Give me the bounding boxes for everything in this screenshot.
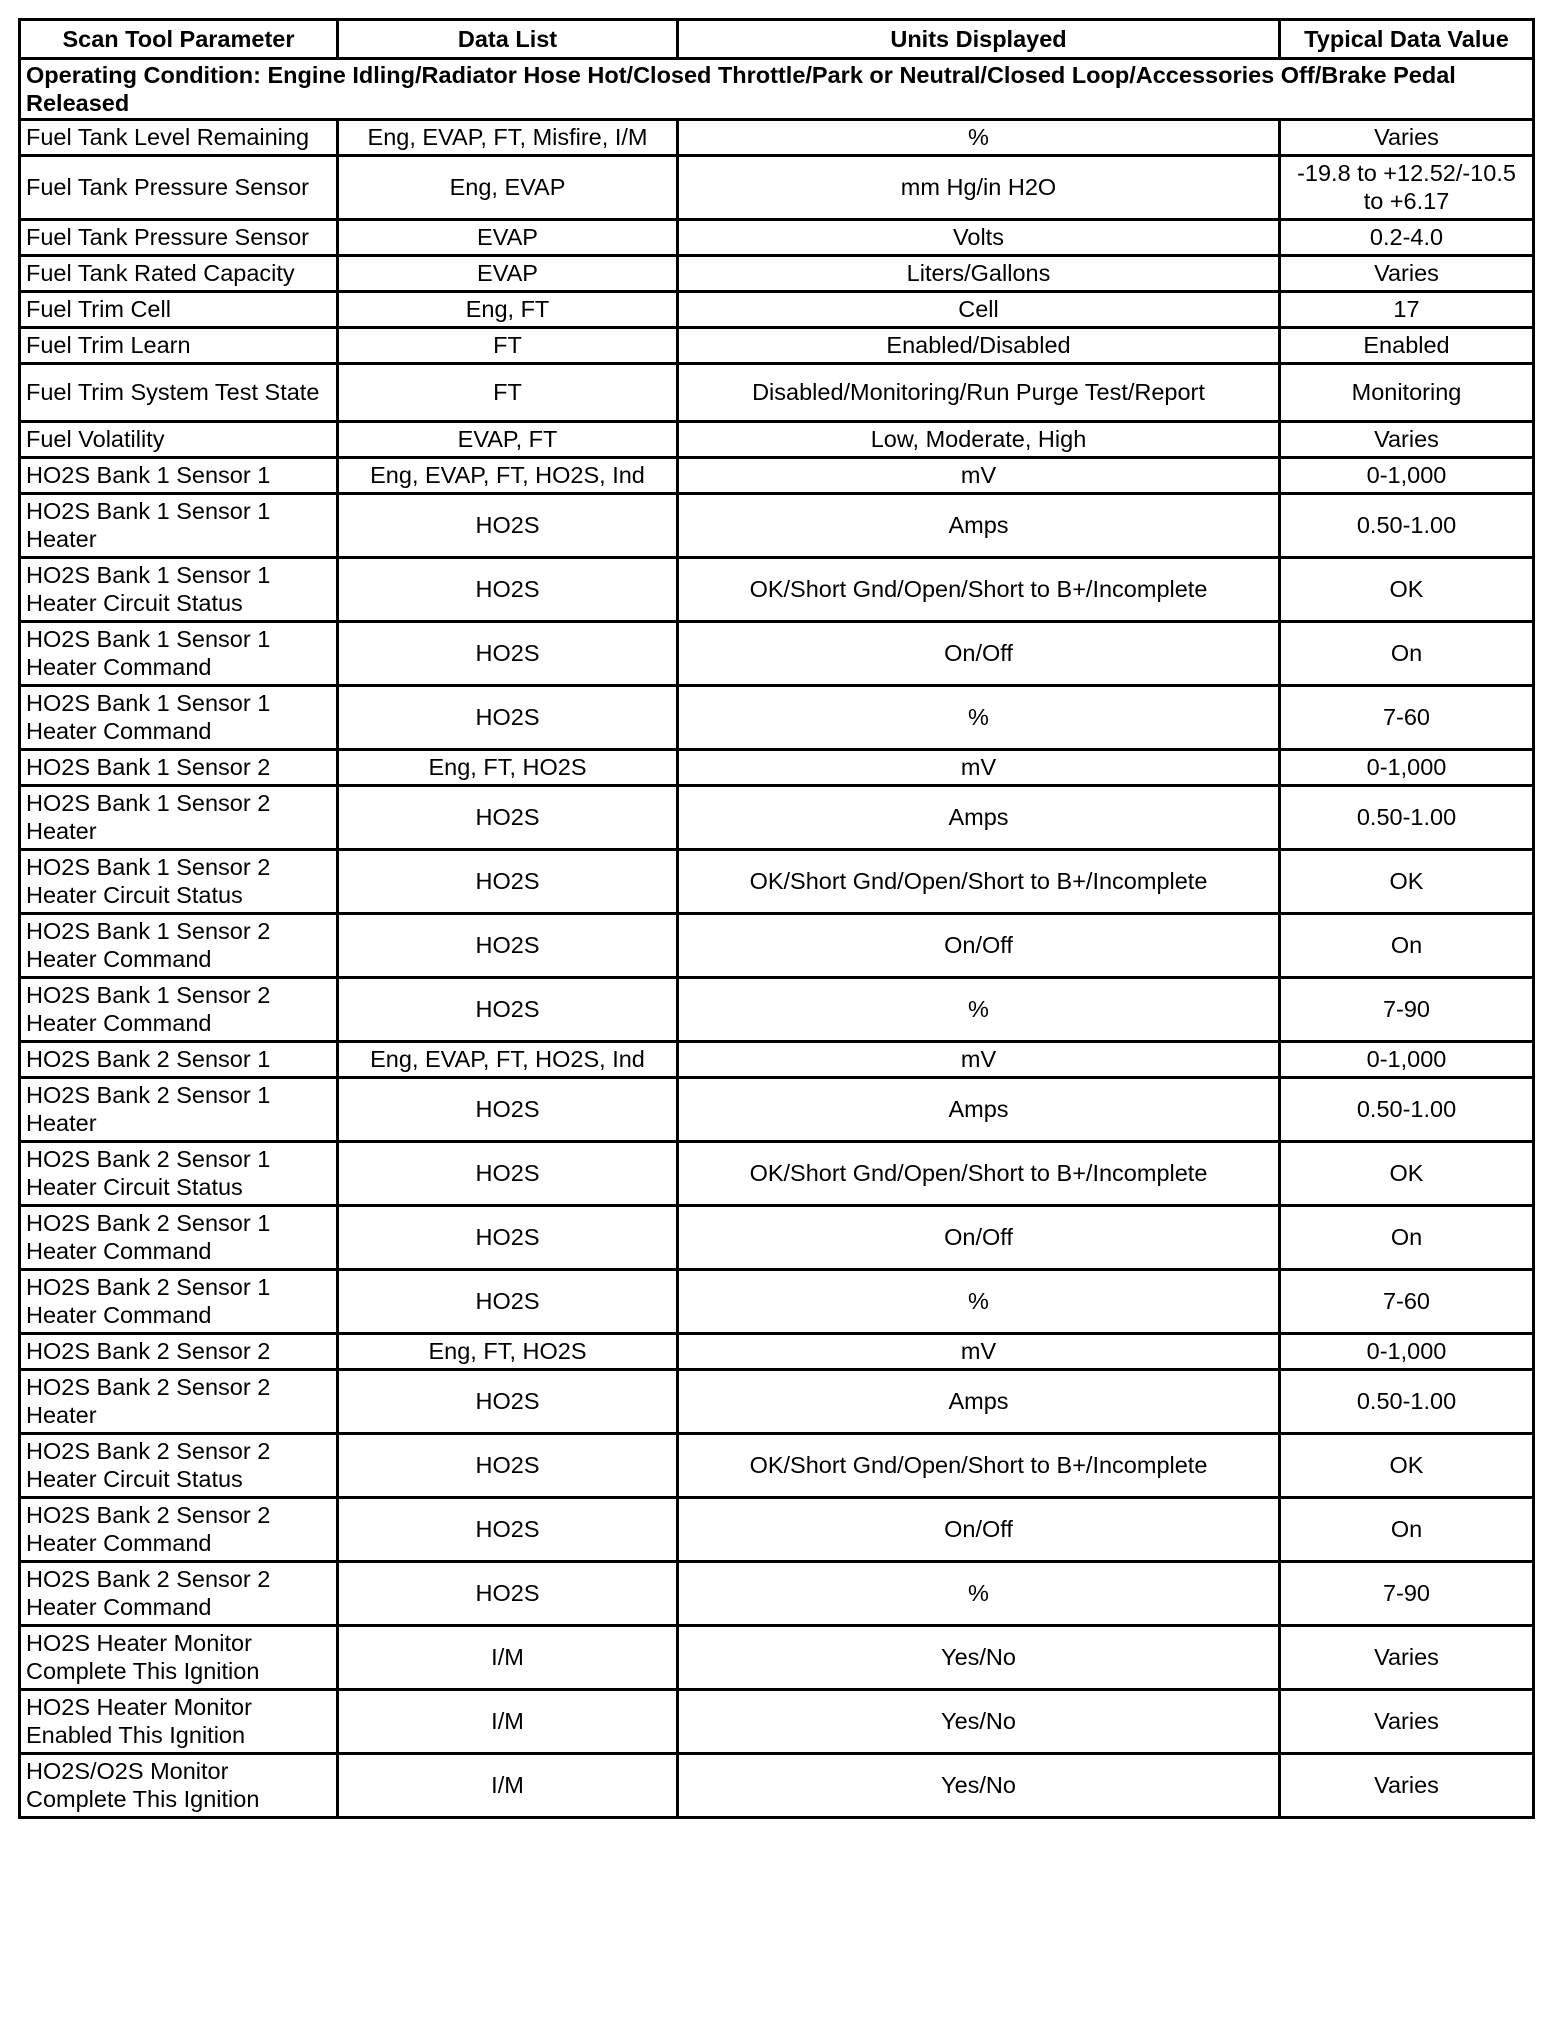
cell-typical-data-value: Varies: [1280, 120, 1534, 156]
table-row: [20, 1562, 1534, 1626]
cell-data-list: Eng, FT, HO2S: [338, 1334, 678, 1370]
cell-scan-tool-parameter: Fuel Trim Learn: [20, 328, 338, 364]
cell-typical-data-value: Monitoring: [1280, 364, 1534, 422]
cell-units-displayed: mV: [678, 1334, 1280, 1370]
cell-units-displayed: OK/Short Gnd/Open/Short to B+/Incomplete: [678, 1142, 1280, 1206]
cell-units-displayed: Liters/Gallons: [678, 256, 1280, 292]
table-row: [20, 256, 1534, 292]
cell-units-displayed: Amps: [678, 1078, 1280, 1142]
cell-typical-data-value: On: [1280, 1498, 1534, 1562]
cell-typical-data-value: 7-90: [1280, 978, 1534, 1042]
cell-typical-data-value: On: [1280, 914, 1534, 978]
cell-scan-tool-parameter: HO2S/O2S Monitor Complete This Ignition: [20, 1754, 338, 1818]
cell-units-displayed: Enabled/Disabled: [678, 328, 1280, 364]
cell-scan-tool-parameter: HO2S Bank 2 Sensor 2 Heater: [20, 1370, 338, 1434]
table-row: [20, 978, 1534, 1042]
cell-typical-data-value: 0-1,000: [1280, 750, 1534, 786]
cell-scan-tool-parameter: HO2S Bank 1 Sensor 2 Heater: [20, 786, 338, 850]
cell-units-displayed: OK/Short Gnd/Open/Short to B+/Incomplete: [678, 850, 1280, 914]
cell-units-displayed: On/Off: [678, 622, 1280, 686]
cell-typical-data-value: 0-1,000: [1280, 1042, 1534, 1078]
cell-units-displayed: Yes/No: [678, 1754, 1280, 1818]
cell-scan-tool-parameter: HO2S Bank 1 Sensor 1 Heater Command: [20, 686, 338, 750]
cell-scan-tool-parameter: HO2S Bank 2 Sensor 1: [20, 1042, 338, 1078]
cell-scan-tool-parameter: HO2S Bank 1 Sensor 1: [20, 458, 338, 494]
cell-scan-tool-parameter: Fuel Tank Level Remaining: [20, 120, 338, 156]
scan-tool-data-table: [18, 18, 1535, 1819]
header-units-displayed: Units Displayed: [678, 20, 1280, 59]
table-row: [20, 1078, 1534, 1142]
header-scan-tool-parameter: Scan Tool Parameter: [20, 20, 338, 59]
table-row: [20, 1042, 1534, 1078]
cell-typical-data-value: 7-60: [1280, 686, 1534, 750]
cell-data-list: HO2S: [338, 1270, 678, 1334]
cell-units-displayed: Amps: [678, 1370, 1280, 1434]
cell-data-list: EVAP: [338, 220, 678, 256]
table-row: [20, 422, 1534, 458]
table-row: [20, 1434, 1534, 1498]
table-row: [20, 1370, 1534, 1434]
cell-units-displayed: mV: [678, 750, 1280, 786]
table-row: [20, 686, 1534, 750]
cell-typical-data-value: 7-90: [1280, 1562, 1534, 1626]
cell-typical-data-value: 0.2-4.0: [1280, 220, 1534, 256]
table-row: [20, 622, 1534, 686]
cell-scan-tool-parameter: HO2S Heater Monitor Complete This Ignition: [20, 1626, 338, 1690]
cell-data-list: HO2S: [338, 786, 678, 850]
cell-typical-data-value: 0.50-1.00: [1280, 1078, 1534, 1142]
cell-typical-data-value: Varies: [1280, 1754, 1534, 1818]
table-row: [20, 458, 1534, 494]
cell-scan-tool-parameter: Fuel Tank Pressure Sensor: [20, 156, 338, 220]
cell-scan-tool-parameter: HO2S Bank 1 Sensor 2 Heater Circuit Status: [20, 850, 338, 914]
cell-data-list: FT: [338, 328, 678, 364]
cell-units-displayed: Yes/No: [678, 1690, 1280, 1754]
cell-data-list: Eng, EVAP, FT, Misfire, I/M: [338, 120, 678, 156]
cell-scan-tool-parameter: Fuel Tank Rated Capacity: [20, 256, 338, 292]
cell-units-displayed: Volts: [678, 220, 1280, 256]
data-table-container: [18, 18, 1532, 1819]
cell-scan-tool-parameter: HO2S Bank 1 Sensor 2 Heater Command: [20, 978, 338, 1042]
cell-scan-tool-parameter: HO2S Bank 2 Sensor 1 Heater Circuit Status: [20, 1142, 338, 1206]
table-row: [20, 364, 1534, 422]
cell-units-displayed: %: [678, 978, 1280, 1042]
cell-data-list: HO2S: [338, 622, 678, 686]
cell-data-list: EVAP, FT: [338, 422, 678, 458]
cell-units-displayed: On/Off: [678, 1498, 1280, 1562]
cell-typical-data-value: Enabled: [1280, 328, 1534, 364]
cell-units-displayed: On/Off: [678, 1206, 1280, 1270]
cell-units-displayed: OK/Short Gnd/Open/Short to B+/Incomplete: [678, 1434, 1280, 1498]
table-row: [20, 292, 1534, 328]
cell-typical-data-value: 0.50-1.00: [1280, 1370, 1534, 1434]
cell-scan-tool-parameter: HO2S Bank 2 Sensor 2 Heater Circuit Status: [20, 1434, 338, 1498]
cell-data-list: I/M: [338, 1690, 678, 1754]
cell-units-displayed: Amps: [678, 494, 1280, 558]
cell-scan-tool-parameter: HO2S Bank 2 Sensor 2 Heater Command: [20, 1562, 338, 1626]
operating-condition: Operating Condition: Engine Idling/Radiator Hose Hot/Closed Throttle/Park or Neutral/Closed Loop/Accessories Off/Brake Pedal Released: [20, 59, 1534, 120]
cell-typical-data-value: 0-1,000: [1280, 1334, 1534, 1370]
table-row: [20, 750, 1534, 786]
cell-scan-tool-parameter: HO2S Bank 1 Sensor 2 Heater Command: [20, 914, 338, 978]
cell-scan-tool-parameter: Fuel Trim System Test State: [20, 364, 338, 422]
cell-scan-tool-parameter: HO2S Bank 2 Sensor 1 Heater Command: [20, 1206, 338, 1270]
cell-typical-data-value: 17: [1280, 292, 1534, 328]
table-row: [20, 914, 1534, 978]
table-row: [20, 120, 1534, 156]
cell-data-list: I/M: [338, 1754, 678, 1818]
header-data-list: Data List: [338, 20, 678, 59]
cell-data-list: HO2S: [338, 1434, 678, 1498]
table-row: [20, 850, 1534, 914]
cell-scan-tool-parameter: Fuel Tank Pressure Sensor: [20, 220, 338, 256]
cell-data-list: Eng, FT: [338, 292, 678, 328]
cell-data-list: HO2S: [338, 1206, 678, 1270]
cell-data-list: HO2S: [338, 1142, 678, 1206]
cell-units-displayed: mV: [678, 1042, 1280, 1078]
cell-data-list: HO2S: [338, 1562, 678, 1626]
table-row: [20, 1754, 1534, 1818]
cell-typical-data-value: OK: [1280, 1434, 1534, 1498]
table-row: [20, 1142, 1534, 1206]
cell-scan-tool-parameter: Fuel Trim Cell: [20, 292, 338, 328]
cell-units-displayed: OK/Short Gnd/Open/Short to B+/Incomplete: [678, 558, 1280, 622]
cell-typical-data-value: 0.50-1.00: [1280, 494, 1534, 558]
cell-data-list: HO2S: [338, 558, 678, 622]
cell-data-list: Eng, FT, HO2S: [338, 750, 678, 786]
cell-typical-data-value: OK: [1280, 558, 1534, 622]
table-row: [20, 220, 1534, 256]
cell-typical-data-value: Varies: [1280, 1690, 1534, 1754]
operating-condition-row: [20, 59, 1534, 120]
cell-units-displayed: Disabled/Monitoring/Run Purge Test/Report: [678, 364, 1280, 422]
cell-scan-tool-parameter: HO2S Bank 1 Sensor 1 Heater Command: [20, 622, 338, 686]
cell-data-list: Eng, EVAP, FT, HO2S, Ind: [338, 1042, 678, 1078]
cell-units-displayed: Low, Moderate, High: [678, 422, 1280, 458]
cell-data-list: HO2S: [338, 686, 678, 750]
table-row: [20, 786, 1534, 850]
table-row: [20, 558, 1534, 622]
cell-units-displayed: %: [678, 1270, 1280, 1334]
cell-units-displayed: Amps: [678, 786, 1280, 850]
table-row: [20, 494, 1534, 558]
table-row: [20, 1334, 1534, 1370]
cell-data-list: Eng, EVAP, FT, HO2S, Ind: [338, 458, 678, 494]
cell-typical-data-value: OK: [1280, 1142, 1534, 1206]
cell-typical-data-value: Varies: [1280, 256, 1534, 292]
cell-units-displayed: Yes/No: [678, 1626, 1280, 1690]
cell-typical-data-value: Varies: [1280, 1626, 1534, 1690]
header-typical-data-value: Typical Data Value: [1280, 20, 1534, 59]
cell-data-list: HO2S: [338, 1078, 678, 1142]
cell-scan-tool-parameter: HO2S Heater Monitor Enabled This Ignition: [20, 1690, 338, 1754]
cell-units-displayed: mV: [678, 458, 1280, 494]
cell-data-list: HO2S: [338, 978, 678, 1042]
cell-units-displayed: mm Hg/in H2O: [678, 156, 1280, 220]
cell-data-list: HO2S: [338, 850, 678, 914]
cell-data-list: I/M: [338, 1626, 678, 1690]
cell-typical-data-value: 0-1,000: [1280, 458, 1534, 494]
cell-scan-tool-parameter: HO2S Bank 2 Sensor 1 Heater: [20, 1078, 338, 1142]
cell-scan-tool-parameter: HO2S Bank 2 Sensor 2: [20, 1334, 338, 1370]
cell-data-list: HO2S: [338, 1370, 678, 1434]
cell-data-list: FT: [338, 364, 678, 422]
header-row: [20, 20, 1534, 59]
table-row: [20, 1206, 1534, 1270]
cell-scan-tool-parameter: HO2S Bank 1 Sensor 2: [20, 750, 338, 786]
cell-units-displayed: %: [678, 120, 1280, 156]
table-row: [20, 1690, 1534, 1754]
cell-data-list: Eng, EVAP: [338, 156, 678, 220]
cell-units-displayed: On/Off: [678, 914, 1280, 978]
cell-data-list: HO2S: [338, 1498, 678, 1562]
table-row: [20, 1626, 1534, 1690]
cell-scan-tool-parameter: HO2S Bank 1 Sensor 1 Heater Circuit Status: [20, 558, 338, 622]
table-row: [20, 1498, 1534, 1562]
cell-units-displayed: Cell: [678, 292, 1280, 328]
cell-scan-tool-parameter: HO2S Bank 1 Sensor 1 Heater: [20, 494, 338, 558]
cell-data-list: HO2S: [338, 914, 678, 978]
cell-typical-data-value: -19.8 to +12.52/-10.5 to +6.17: [1280, 156, 1534, 220]
table-row: [20, 156, 1534, 220]
cell-scan-tool-parameter: Fuel Volatility: [20, 422, 338, 458]
table-row: [20, 328, 1534, 364]
cell-typical-data-value: On: [1280, 1206, 1534, 1270]
cell-typical-data-value: OK: [1280, 850, 1534, 914]
cell-data-list: HO2S: [338, 494, 678, 558]
cell-typical-data-value: 0.50-1.00: [1280, 786, 1534, 850]
cell-typical-data-value: Varies: [1280, 422, 1534, 458]
cell-data-list: EVAP: [338, 256, 678, 292]
cell-units-displayed: %: [678, 1562, 1280, 1626]
cell-scan-tool-parameter: HO2S Bank 2 Sensor 2 Heater Command: [20, 1498, 338, 1562]
table-row: [20, 1270, 1534, 1334]
cell-units-displayed: %: [678, 686, 1280, 750]
cell-typical-data-value: On: [1280, 622, 1534, 686]
cell-typical-data-value: 7-60: [1280, 1270, 1534, 1334]
cell-scan-tool-parameter: HO2S Bank 2 Sensor 1 Heater Command: [20, 1270, 338, 1334]
